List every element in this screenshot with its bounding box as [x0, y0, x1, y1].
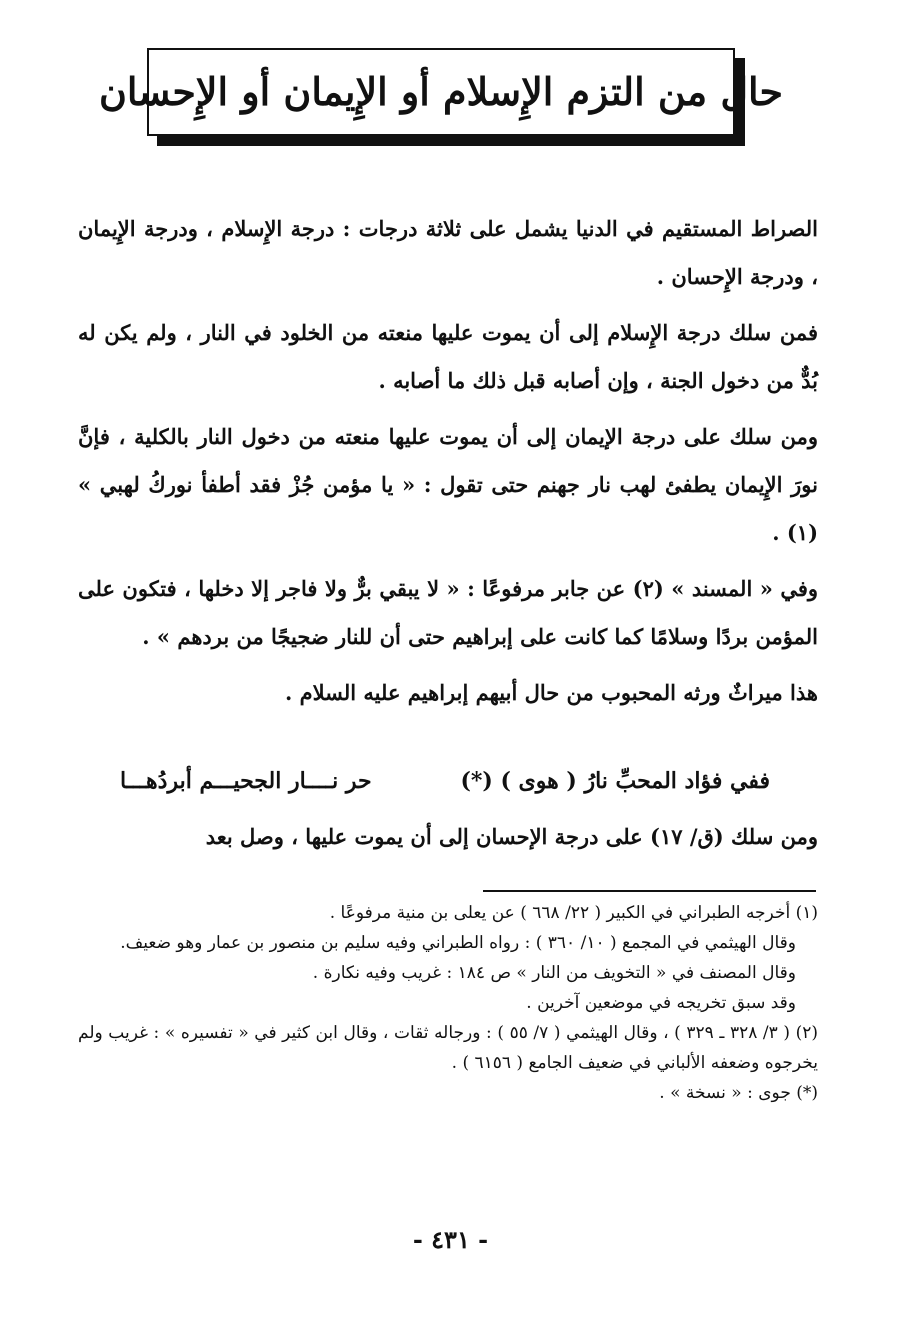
paragraph-1: الصراط المستقيم في الدنيا يشمل على ثلاثة درجات : درجة الإِسلام ، ودرجة الإِيمان ، ودرجة الإِحسان . [78, 216, 818, 289]
verse-second-hemistich: حر نــــار الجحيـــم أبردُهـــا [120, 768, 372, 794]
title-frame [98, 48, 784, 146]
footnote-1-cont-a: وقال الهيثمي في المجمع ( ١٠/ ٣٦٠ ) : رواه الطبراني وفيه سليم بن منصور بن عمار وهو ضعيف. [120, 933, 796, 953]
body-text-upper [78, 205, 818, 717]
paragraph-last: ومن سلك (ق/ ١٧) على درجة الإحسان إلى أن يموت عليها ، وصل بعد [205, 824, 818, 849]
paragraph-3: ومن سلك على درجة الإيمان إلى أن يموت عليها منعته من دخول النار بالكلية ، فإنَّ نورَ الإِيمان يطفئ لهب نار جهنم حتى تقول : « يا مؤمن جُزْ فقد أطفأ نوركُ لهبي » (١) . [78, 424, 818, 545]
footnote-divider [483, 890, 816, 892]
title-box [98, 48, 784, 136]
page-number: - ٤٣١ - [412, 1225, 489, 1254]
footnote-1-cont-c: وقد سبق تخريجه في موضعين آخرين . [526, 993, 796, 1013]
body-text-lower [78, 813, 818, 861]
footnote-star: (*) جوى : « نسخة » . [659, 1083, 818, 1103]
footnote-1: (١) أخرجه الطبراني في الكبير ( ٢٢/ ٦٦٨ ) عن يعلى بن منية مرفوعًا . [329, 903, 818, 923]
footnotes [78, 898, 818, 1108]
paragraph-5: هذا ميراثٌ ورثه المحبوب من حال أبيهم إبراهيم عليه السلام . [284, 680, 818, 705]
verse-first-hemistich: ففي فؤاد المحبِّ نارُ ( هوى ) (*) [460, 768, 770, 794]
footnote-2: (٢) ( ٣/ ٣٢٨ ـ ٣٢٩ ) ، وقال الهيثمي ( ٧/ ٥٥ ) : ورجاله ثقات ، وقال ابن كثير في « تفسيره » : غريب ولم يخرجوه وضعفه الألباني في ضعيف الجامع ( ٦١٥٦ ) . [78, 1023, 818, 1073]
paragraph-4: وفي « المسند » (٢) عن جابر مرفوعًا : « لا يبقي برٌّ ولا فاجر إلا دخلها ، فتكون على المؤمن بردًا وسلامًا كما كانت على إبراهيم حتى أن للنار ضجيجًا من بردهم » . [78, 576, 818, 649]
footnote-1-cont-b: وقال المصنف في « التخويف من النار » ص ١٨٤ : غريب وفيه نكارة . [312, 963, 796, 983]
page-title: حال من التزم الإِسلام أو الإِيمان أو الإِحسان [98, 69, 784, 114]
poetry-verse [120, 757, 770, 805]
paragraph-2: فمن سلك درجة الإِسلام إلى أن يموت عليها منعته من الخلود في النار ، ولم يكن له بُدٌّ من دخول الجنة ، وإن أصابه قبل ذلك ما أصابه . [78, 320, 818, 393]
